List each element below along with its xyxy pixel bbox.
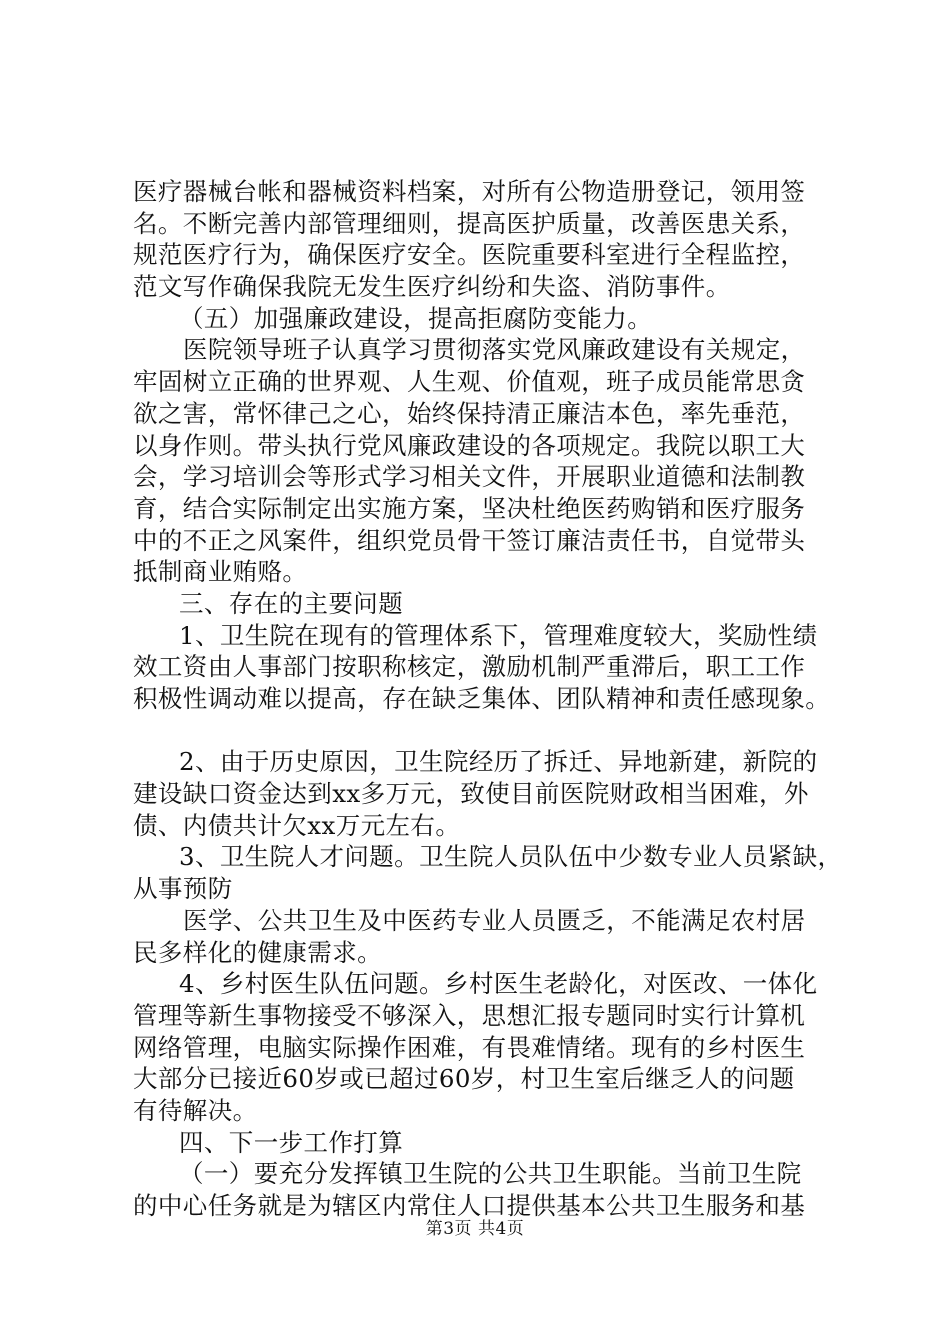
- text-line: （一）要充分发挥镇卫生院的公共卫生职能。当前卫生院: [179, 1159, 802, 1189]
- text-line: 2、由于历史原因，卫生院经历了拆迁、异地新建，新院的: [179, 747, 818, 777]
- text-line: 的中心任务就是为辖区内常住人口提供基本公共卫生服务和基: [133, 1191, 806, 1220]
- text-line: 牢固树立正确的世界观、人生观、价值观，班子成员能常思贪: [133, 367, 806, 397]
- document-body: [133, 176, 843, 1222]
- section-heading: （五）加强廉政建设，提高拒腐防变能力。: [179, 303, 653, 333]
- text-line: 医院领导班子认真学习贯彻落实党风廉政建设有关规定，: [183, 335, 806, 365]
- page-footer: [0, 1218, 950, 1240]
- section-heading: 三、存在的主要问题: [179, 588, 404, 618]
- text-line: 效工资由人事部门按职称核定，激励机制严重滞后，职工工作: [133, 652, 806, 682]
- text-line: 范文写作确保我院无发生医疗纠纷和失盗、消防事件。: [133, 272, 731, 302]
- text-line: 网络管理，电脑实际操作困难，有畏难情绪。现有的乡村医生: [133, 1032, 806, 1062]
- text-line: 大部分已接近60岁或已超过60岁，村卫生室后继乏人的问题: [133, 1064, 795, 1094]
- text-line: 医疗器械台帐和器械资料档案，对所有公物造册登记，领用签: [133, 177, 806, 206]
- text-line: 医学、公共卫生及中医药专业人员匮乏，不能满足农村居: [183, 905, 806, 935]
- text-line: 民多样化的健康需求。: [133, 937, 382, 967]
- text-line: 债、内债共计欠xx万元左右。: [133, 810, 461, 840]
- blank-line: [133, 715, 833, 747]
- text-line: 欲之害，常怀律己之心，始终保持清正廉洁本色，率先垂范，: [133, 398, 806, 428]
- text-line: 中的不正之风案件，组织党员骨干签订廉洁责任书，自觉带头: [133, 525, 806, 555]
- text-line: 有待解决。: [133, 1095, 258, 1125]
- text-line: 管理等新生事物接受不够深入，思想汇报专题同时实行计算机: [133, 1000, 806, 1030]
- text-line: 1、卫生院在现有的管理体系下，管理难度较大，奖励性绩: [179, 620, 818, 650]
- text-line: 3、卫生院人才问题。卫生院人员队伍中少数专业人员紧缺，: [179, 842, 843, 872]
- text-line: 会，学习培训会等形式学习相关文件，开展职业道德和法制教: [133, 462, 806, 492]
- text-line: 4、乡村医生队伍问题。乡村医生老龄化，对医改、一体化: [179, 969, 818, 999]
- text-line: 名。不断完善内部管理细则，提高医护质量，改善医患关系，: [133, 208, 806, 238]
- text-line: 从事预防: [133, 874, 233, 904]
- text-line: 抵制商业贿赂。: [133, 557, 308, 587]
- section-heading: 四、下一步工作打算: [179, 1127, 404, 1157]
- text-line: 建设缺口资金达到xx多万元，致使目前医院财政相当困难，外: [133, 779, 809, 809]
- text-line: 育，结合实际制定出实施方案，坚决杜绝医药购销和医疗服务: [133, 493, 806, 523]
- text-line: 以身作则。带头执行党风廉政建设的各项规定。我院以职工大: [133, 430, 806, 460]
- page-number-label: 第3页 共4页: [425, 1219, 525, 1239]
- text-line: 积极性调动难以提高，存在缺乏集体、团队精神和责任感现象。: [133, 684, 831, 713]
- text-line: 规范医疗行为，确保医疗安全。医院重要科室进行全程监控，: [133, 240, 806, 270]
